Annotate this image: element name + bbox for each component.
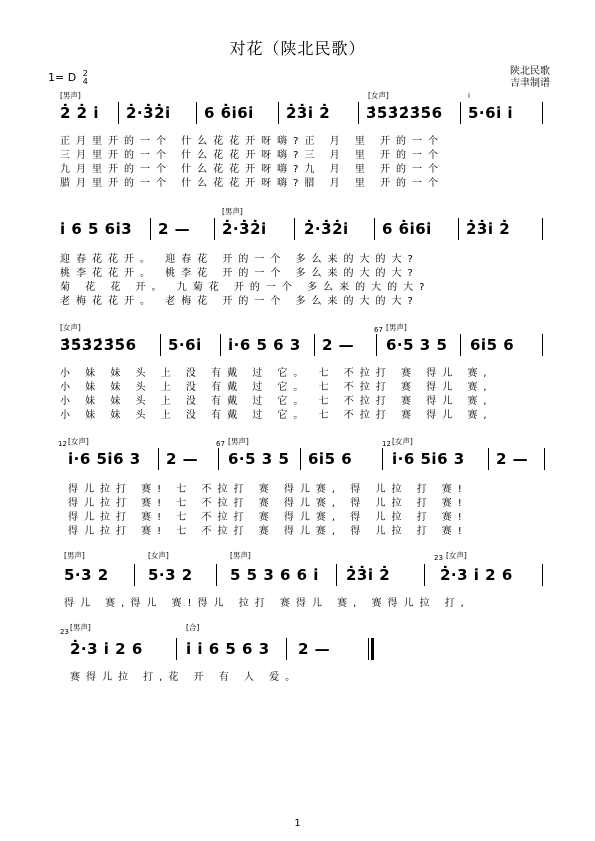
lyric-line: 小 妹 妹 头 上 没 有戴 过 它。 七 不拉打 赛 得儿 赛, xyxy=(60,368,493,379)
barline xyxy=(134,564,135,586)
barline xyxy=(358,102,359,124)
lyric-line: 三月里开的一个 什么花花开呀嗨?三 月 里 开的一个 xyxy=(60,150,445,161)
lyric-line: 小 妹 妹 头 上 没 有戴 过 它。 七 不拉打 赛 得儿 赛, xyxy=(60,382,493,393)
measure: 6·5 3 5 xyxy=(386,336,448,354)
lyric-line: 得儿 赛,得儿 赛!得儿 拉打 赛得儿 赛, 赛得儿拉 打, xyxy=(64,598,470,609)
lyric-line: 得儿拉打 赛! 七 不拉打 赛 得儿赛, 得 儿拉 打 赛! xyxy=(68,498,468,509)
measure: 3̇5̇3̇2̇3̇5̇6 xyxy=(366,104,443,122)
measure: 2 — xyxy=(158,220,191,238)
barline xyxy=(488,448,489,470)
lyric-line: 得儿拉打 赛! 七 不拉打 赛 得儿赛, 得 儿拉 打 赛! xyxy=(68,526,468,537)
barline xyxy=(196,102,197,124)
grace-note: 23 xyxy=(434,554,443,562)
time-signature xyxy=(83,70,88,86)
barline xyxy=(542,218,543,240)
barline xyxy=(216,564,217,586)
barline xyxy=(544,448,545,470)
barline xyxy=(382,448,383,470)
part-label: [女声] xyxy=(446,551,467,560)
measure: i̇·6 5i̇6 3 xyxy=(68,450,141,468)
final-barline xyxy=(368,638,369,660)
measure: 6i̇5 6 xyxy=(470,336,515,354)
lyric-line: 得儿拉打 赛! 七 不拉打 赛 得儿赛, 得 儿拉 打 赛! xyxy=(68,512,468,523)
page-number: 1 xyxy=(294,818,301,829)
measure: 2̇3̇i̇ 2̇ xyxy=(286,104,331,122)
part-label: [男声] xyxy=(64,551,85,560)
barline xyxy=(542,564,543,586)
key-signature xyxy=(48,70,88,86)
barline xyxy=(424,564,425,586)
time-sig-bottom: 4 xyxy=(82,77,88,86)
lyric-line: 菊 花 花 开。 九菊花 开的一个 多么来的大的大? xyxy=(60,282,431,293)
key-label: 1= D xyxy=(48,71,77,84)
barline xyxy=(218,448,219,470)
measure: 5·6i̇ xyxy=(168,336,202,354)
measure: 6 6̇i̇6i̇ xyxy=(204,104,254,122)
measure: 2 — xyxy=(166,450,199,468)
barline xyxy=(214,218,215,240)
barline xyxy=(118,102,119,124)
origin-credit: 陕北民歌 xyxy=(510,66,550,77)
measure: 2 — xyxy=(496,450,529,468)
measure: i̇·6 5i̇6 3 xyxy=(392,450,465,468)
measure: 2̇·3̇2̇i̇ xyxy=(222,220,267,238)
lyric-line: 正月里开的一个 什么花花开呀嗨?正 月 里 开的一个 xyxy=(60,136,445,147)
barline xyxy=(314,334,315,356)
part-label: [女声] xyxy=(368,91,389,100)
barline xyxy=(158,448,159,470)
grace-note: 67 xyxy=(216,440,225,448)
barline xyxy=(160,334,161,356)
measure: i̇·6 5 6 3 xyxy=(228,336,301,354)
barline xyxy=(286,638,287,660)
measure: 2 — xyxy=(298,640,331,658)
part-label: [女声] xyxy=(60,323,81,332)
barline xyxy=(458,218,459,240)
measure: 5 5 3 6 6 i̇ xyxy=(230,566,319,584)
lyric-line: 九月里开的一个 什么花花开呀嗨?九 月 里 开的一个 xyxy=(60,164,445,175)
measure: i̇ i̇ 6 5 6 3 xyxy=(186,640,270,658)
grace-note: 12 xyxy=(382,440,391,448)
part-label: [女声] xyxy=(392,437,413,446)
part-label: [女声] xyxy=(148,551,169,560)
measure: 2̇·3 i̇ 2 6 xyxy=(440,566,513,584)
barline xyxy=(300,448,301,470)
part-label: [男声] xyxy=(70,623,91,632)
measure: 2̇3̇i̇ 2̇ xyxy=(346,566,391,584)
part-label: [男声] xyxy=(222,207,243,216)
lyric-line: 老梅花花开。 老梅花 开的一个 多么来的大的大? xyxy=(60,296,419,307)
barline xyxy=(376,334,377,356)
barline xyxy=(374,218,375,240)
part-label: [男声] xyxy=(228,437,249,446)
measure: 2̇·3̇2̇i̇ xyxy=(304,220,349,238)
lyric-line: 赛得儿拉 打,花 开 有 人 爱。 xyxy=(70,672,302,683)
lyric-line: 桃李花花开。 桃李花 开的一个 多么来的大的大? xyxy=(60,268,419,279)
part-label: [男声] xyxy=(386,323,407,332)
measure: 6·5 3 5 xyxy=(228,450,290,468)
lyric-line: 得儿拉打 赛! 七 不拉打 赛 得儿赛, 得 儿拉 打 赛! xyxy=(68,484,468,495)
barline xyxy=(460,334,461,356)
lyric-line: 迎春花花开。 迎春花 开的一个 多么来的大的大? xyxy=(60,254,419,265)
measure: 2̇·3̇2̇i̇ xyxy=(126,104,171,122)
measure: 6i̇5 6 xyxy=(308,450,353,468)
barline xyxy=(176,638,177,660)
measure: 2̇·3 i̇ 2 6 xyxy=(70,640,143,658)
part-label: [合] xyxy=(186,623,200,632)
final-barline-thick xyxy=(371,638,374,660)
time-sig-top: 2 xyxy=(82,69,88,78)
barline xyxy=(220,334,221,356)
grace-note: 12 xyxy=(58,440,67,448)
arranger-credit: 吉聿制谱 xyxy=(510,78,550,89)
lyric-line: 小 妹 妹 头 上 没 有戴 过 它。 七 不拉打 赛 得儿 赛, xyxy=(60,410,493,421)
measure: 5·3 2 xyxy=(64,566,109,584)
barline xyxy=(278,102,279,124)
measure: i̇ 6 5 6i̇3 xyxy=(60,220,133,238)
barline xyxy=(294,218,295,240)
part-label: [男声] xyxy=(230,551,251,560)
part-label: [女声] xyxy=(68,437,89,446)
measure: 2̇3̇i̇ 2̇ xyxy=(466,220,511,238)
measure: 5·3 2 xyxy=(148,566,193,584)
lyric-line: 小 妹 妹 头 上 没 有戴 过 它。 七 不拉打 赛 得儿 赛, xyxy=(60,396,493,407)
grace-note: 23 xyxy=(60,628,69,636)
measure: 2̇ 2̇ i̇ xyxy=(60,104,99,122)
grace-note: 67 xyxy=(374,326,383,334)
measure: 3̇5̇3̇2̇3̇5̇6 xyxy=(60,336,137,354)
barline xyxy=(150,218,151,240)
barline xyxy=(542,334,543,356)
measure: 6 6̇i̇6i̇ xyxy=(382,220,432,238)
barline xyxy=(542,102,543,124)
measure: 5·6i̇ i̇ xyxy=(468,104,514,122)
barline xyxy=(336,564,337,586)
lyric-line: 腊月里开的一个 什么花花开呀嗨?腊 月 里 开的一个 xyxy=(60,178,445,189)
measure: 2 — xyxy=(322,336,355,354)
song-title: 对花（陕北民歌） xyxy=(229,39,366,58)
grace-note: i xyxy=(468,92,470,100)
part-label: [男声] xyxy=(60,91,81,100)
barline xyxy=(460,102,461,124)
